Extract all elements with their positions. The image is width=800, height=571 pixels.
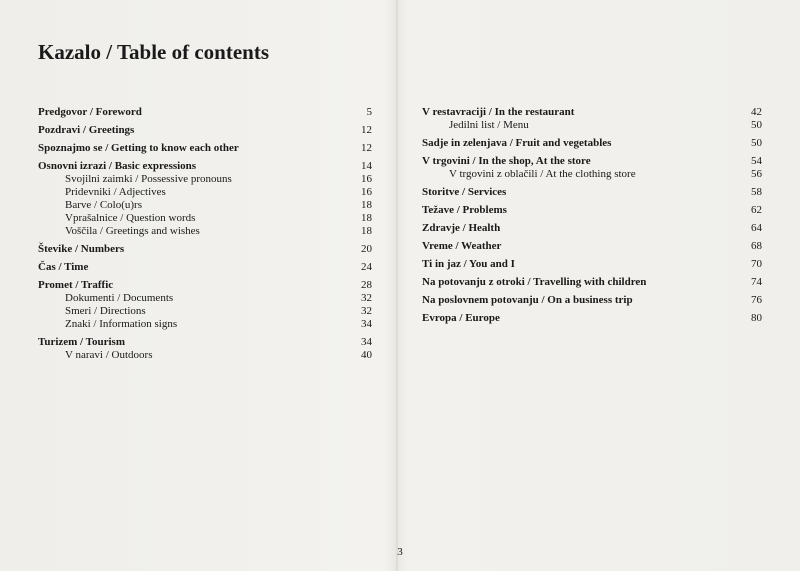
toc-entry-label: Predgovor / Foreword bbox=[38, 106, 142, 118]
toc-entry-label: Ti in jaz / You and I bbox=[422, 258, 515, 270]
toc-subentry bbox=[38, 225, 372, 238]
toc-section bbox=[38, 106, 372, 119]
toc-section bbox=[422, 204, 762, 217]
toc-entry bbox=[422, 204, 762, 217]
toc-entry-label: Čas / Time bbox=[38, 261, 89, 273]
toc-entry bbox=[38, 243, 372, 256]
toc-entry bbox=[422, 276, 762, 289]
toc-entry-page: 76 bbox=[751, 294, 762, 306]
toc-entry bbox=[422, 137, 762, 150]
toc-entry bbox=[38, 336, 372, 349]
toc-entry-page: 12 bbox=[361, 142, 372, 154]
page-fold bbox=[396, 0, 398, 571]
page-title: Kazalo / Table of contents bbox=[38, 40, 270, 64]
toc-entry-page: 54 bbox=[751, 155, 762, 167]
toc-entry-label: Sadje in zelenjava / Fruit and vegetables bbox=[422, 137, 612, 149]
toc-right-column bbox=[422, 106, 762, 330]
toc-subentry-label: Znaki / Information signs bbox=[65, 318, 178, 330]
toc-entry bbox=[422, 106, 762, 119]
toc-subentry bbox=[38, 199, 372, 212]
toc-entry-label: Na poslovnem potovanju / On a business trip bbox=[422, 294, 633, 306]
toc-entry bbox=[422, 155, 762, 168]
toc-entry-label: Težave / Problems bbox=[422, 204, 507, 216]
toc-entry-label: Zdravje / Health bbox=[422, 222, 501, 234]
toc-section bbox=[422, 240, 762, 253]
toc-subentry-label: V naravi / Outdoors bbox=[65, 349, 153, 361]
toc-entry-label: Promet / Traffic bbox=[38, 279, 114, 291]
toc-entry-page: 80 bbox=[751, 312, 762, 324]
toc-subentry bbox=[38, 292, 372, 305]
toc-subentry-label: Vprašalnice / Question words bbox=[65, 212, 196, 224]
toc-subentry bbox=[422, 119, 762, 132]
toc-entry-label: V restavraciji / In the restaurant bbox=[422, 106, 575, 118]
toc-section bbox=[38, 279, 372, 331]
toc-subentry-label: V trgovini z oblačili / At the clothing store bbox=[449, 168, 636, 180]
toc-section bbox=[422, 222, 762, 235]
toc-entry bbox=[422, 222, 762, 235]
toc-section bbox=[422, 294, 762, 307]
toc-subentry-page: 18 bbox=[361, 212, 372, 224]
toc-subentry-page: 50 bbox=[751, 119, 762, 131]
toc-subentry-page: 16 bbox=[361, 173, 372, 185]
toc-entry-label: Storitve / Services bbox=[422, 186, 507, 198]
toc-entry bbox=[38, 142, 372, 155]
toc-subentry bbox=[38, 186, 372, 199]
toc-section bbox=[38, 142, 372, 155]
toc-entry-label: Na potovanju z otroki / Travelling with children bbox=[422, 276, 647, 288]
toc-entry-page: 74 bbox=[751, 276, 762, 288]
toc-entry-label: Pozdravi / Greetings bbox=[38, 124, 135, 136]
toc-subentry-label: Pridevniki / Adjectives bbox=[65, 186, 166, 198]
toc-section bbox=[38, 261, 372, 274]
toc-entry bbox=[38, 279, 372, 292]
toc-entry-page: 34 bbox=[361, 336, 372, 348]
toc-subentry bbox=[38, 173, 372, 186]
toc-subentry-page: 56 bbox=[751, 168, 762, 180]
toc-entry-label: Evropa / Europe bbox=[422, 312, 500, 324]
toc-entry-label: Turizem / Tourism bbox=[38, 336, 125, 348]
toc-entry-page: 28 bbox=[361, 279, 372, 291]
toc-entry-page: 20 bbox=[361, 243, 372, 255]
toc-section bbox=[422, 137, 762, 150]
toc-entry-page: 62 bbox=[751, 204, 762, 216]
toc-entry bbox=[422, 312, 762, 325]
toc-entry bbox=[422, 186, 762, 199]
toc-entry-page: 24 bbox=[361, 261, 372, 273]
toc-entry-label: Števike / Numbers bbox=[38, 243, 125, 255]
toc-entry-label: Osnovni izrazi / Basic expressions bbox=[38, 160, 197, 172]
toc-entry-page: 12 bbox=[361, 124, 372, 136]
toc-section bbox=[422, 106, 762, 132]
toc-subentry bbox=[38, 305, 372, 318]
toc-entry bbox=[422, 294, 762, 307]
toc-entry-page: 42 bbox=[751, 106, 762, 118]
toc-subentry-page: 18 bbox=[361, 199, 372, 211]
toc-section bbox=[422, 186, 762, 199]
toc-left-column bbox=[38, 106, 372, 367]
toc-entry-page: 70 bbox=[751, 258, 762, 270]
toc-subentry-label: Voščila / Greetings and wishes bbox=[65, 225, 200, 237]
page-number: 3 bbox=[397, 546, 403, 558]
toc-subentry-label: Barve / Colo(u)rs bbox=[65, 199, 142, 211]
toc-subentry-label: Dokumenti / Documents bbox=[65, 292, 174, 304]
toc-subentry-page: 40 bbox=[361, 349, 372, 361]
toc-entry-label: Vreme / Weather bbox=[422, 240, 502, 252]
toc-entry-page: 5 bbox=[366, 106, 372, 118]
toc-subentry-label: Svojilni zaimki / Possessive pronouns bbox=[65, 173, 232, 185]
toc-entry-label: Spoznajmo se / Getting to know each other bbox=[38, 142, 239, 154]
toc-subentry bbox=[38, 318, 372, 331]
toc-subentry-page: 34 bbox=[361, 318, 372, 330]
toc-entry bbox=[422, 258, 762, 271]
toc-subentry-label: Smeri / Directions bbox=[65, 305, 146, 317]
toc-subentry bbox=[422, 168, 762, 181]
toc-section bbox=[38, 243, 372, 256]
toc-subentry-label: Jedilni list / Menu bbox=[449, 119, 529, 131]
toc-entry-label: V trgovini / In the shop, At the store bbox=[422, 155, 591, 167]
toc-entry-page: 50 bbox=[751, 137, 762, 149]
toc-entry bbox=[38, 160, 372, 173]
toc-subentry-page: 32 bbox=[361, 305, 372, 317]
toc-section bbox=[422, 312, 762, 325]
toc-subentry bbox=[38, 212, 372, 225]
toc-section bbox=[38, 336, 372, 362]
toc-subentry-page: 18 bbox=[361, 225, 372, 237]
toc-entry-page: 58 bbox=[751, 186, 762, 198]
toc-entry-page: 68 bbox=[751, 240, 762, 252]
toc-subentry bbox=[38, 349, 372, 362]
toc-entry-page: 64 bbox=[751, 222, 762, 234]
toc-entry-page: 14 bbox=[361, 160, 372, 172]
toc-entry bbox=[38, 106, 372, 119]
toc-entry bbox=[38, 124, 372, 137]
toc-subentry-page: 16 bbox=[361, 186, 372, 198]
toc-section bbox=[38, 160, 372, 238]
toc-section bbox=[422, 155, 762, 181]
toc-subentry-page: 32 bbox=[361, 292, 372, 304]
toc-section bbox=[422, 258, 762, 271]
toc-entry bbox=[38, 261, 372, 274]
toc-section bbox=[38, 124, 372, 137]
toc-section bbox=[422, 276, 762, 289]
toc-entry bbox=[422, 240, 762, 253]
